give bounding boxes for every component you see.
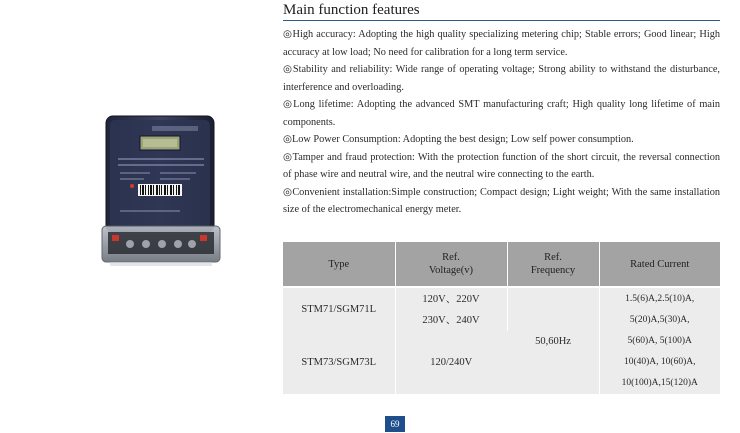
cell-frequency: 50,60Hz — [507, 288, 599, 394]
voltage-line: 230V、240V — [422, 314, 480, 326]
current-line: 10(100)A,15(120)A — [621, 377, 698, 388]
cell-voltage: 120/240V — [395, 331, 507, 394]
feature-tamper-protection: ◎Tamper and fraud protection: With the protection function of the short circuit, the reversal connection of phase wire and neutral wire, and the neutral wire connecting to the earth. — [283, 151, 720, 180]
table-header-row — [283, 242, 720, 286]
feature-list — [283, 26, 720, 219]
header-frequency — [507, 242, 599, 286]
current-line: 5(20)A,5(30)A, — [629, 314, 690, 325]
feature-low-power: ◎Low Power Consumption: Adopting the best design; Low self power consumption. — [283, 134, 634, 145]
current-line: 1.5(6)A,2.5(10)A, — [625, 293, 695, 304]
header-frequency-line2: Frequency — [530, 265, 576, 276]
cell-type: STM71/SGM71L — [283, 288, 395, 331]
specification-table — [283, 242, 720, 394]
table-row — [283, 288, 720, 331]
header-voltage — [395, 242, 507, 286]
voltage-line: 120V、220V — [422, 293, 480, 305]
feature-stability: ◎Stability and reliability: Wide range of operating voltage; Strong ability to withstand the disturbance, interference and overloading. — [283, 64, 720, 93]
cell-voltage — [395, 288, 507, 331]
page-number: 69 — [385, 416, 405, 432]
energy-meter-image — [100, 114, 222, 267]
feature-lifetime: ◎Long lifetime: Adopting the advanced SMT manufacturing craft; High quality long lifetime of main components. — [283, 99, 720, 128]
header-frequency-line1: Ref. — [544, 252, 562, 263]
section-title: Main function features — [283, 2, 420, 18]
cell-type: STM73/SGM73L — [283, 331, 395, 394]
cell-rated-current — [599, 288, 720, 394]
header-rated-current: Rated Current — [599, 242, 720, 286]
feature-accuracy: ◎High accuracy: Adopting the high quality specializing metering chip; Stable errors; Good linear; High accuracy at low load; No need for calibration for a long term service. — [283, 29, 720, 58]
current-line: 5(60)A, 5(100)A — [627, 335, 692, 346]
header-type: Type — [283, 242, 395, 286]
header-voltage-line1: Ref. — [442, 252, 460, 263]
title-divider — [283, 20, 720, 21]
header-voltage-line2: Voltage(v) — [428, 265, 474, 276]
feature-installation: ◎Convenient installation:Simple construction; Compact design; Light weight; With the same installation size of the electromechanical energy meter. — [283, 186, 720, 215]
current-line: 10(40)A, 10(60)A, — [623, 356, 696, 367]
